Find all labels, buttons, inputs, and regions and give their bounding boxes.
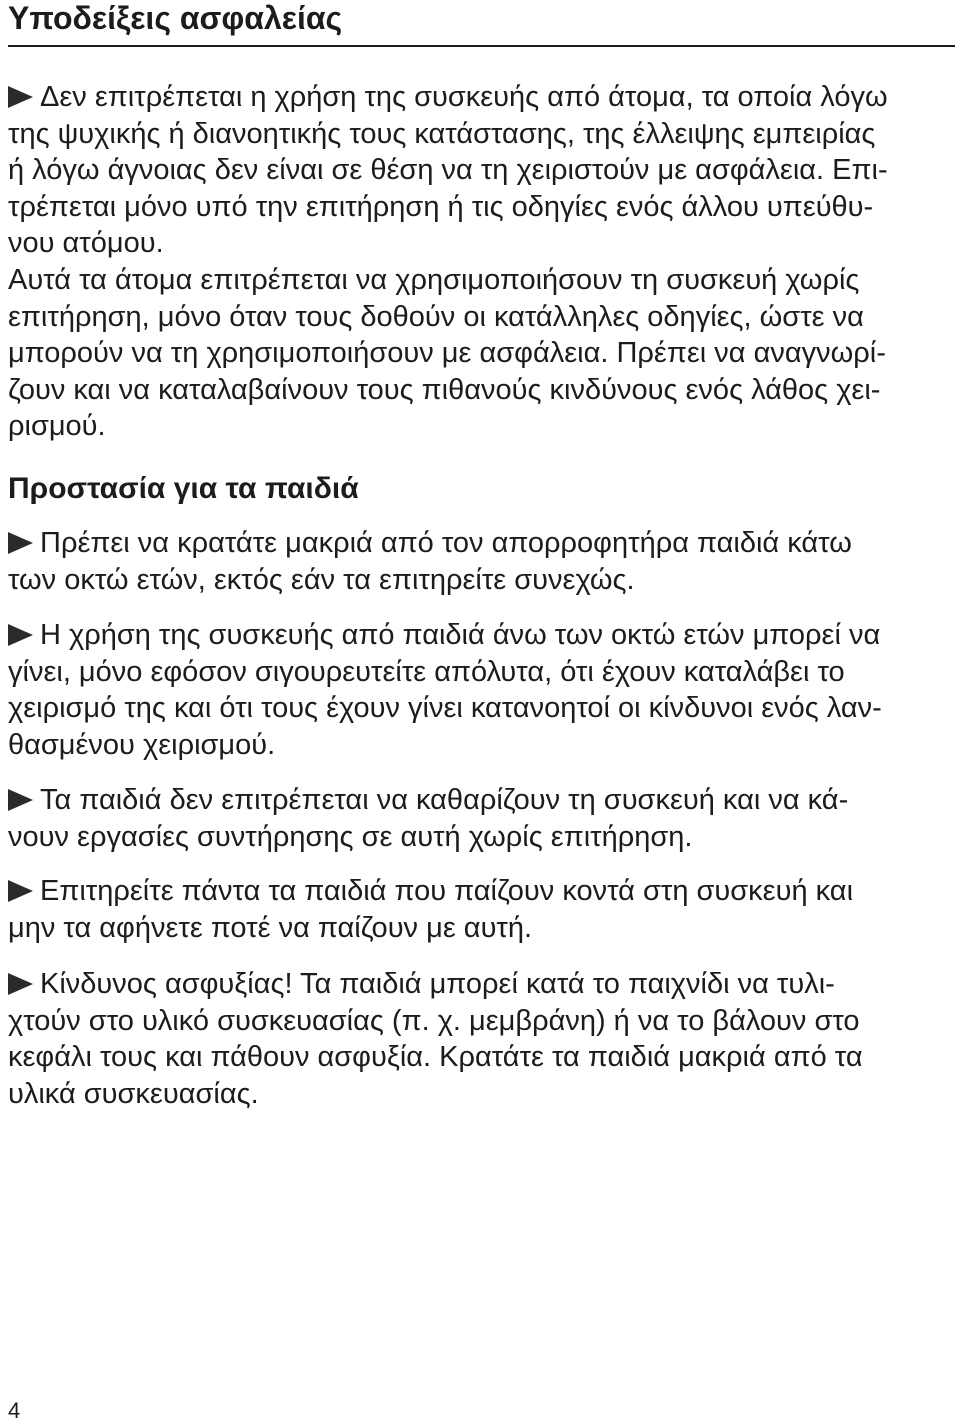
bullet-line — [8, 966, 955, 1003]
text-line: κεφάλι τους και πάθουν ασφυξία. Κρατάτε τα παιδιά μακριά από τα — [8, 1041, 863, 1074]
text-line: Πρέπει να κρατάτε μακριά από τον απορροφητήρα παιδιά κάτω — [40, 527, 852, 559]
text-line: ζουν και να καταλαβαίνουν τους πιθανούς κινδύνους ενός λάθος χει- — [8, 373, 881, 406]
bullet-line — [8, 873, 955, 910]
triangle-right-icon — [8, 973, 33, 995]
triangle-right-icon — [8, 86, 33, 108]
text-line: μην τα αφήνετε ποτέ να παίζουν με αυτή. — [8, 911, 533, 944]
text-line: Αυτά τα άτομα επιτρέπεται να χρησιμοποιήσουν τη συσκευή χωρίς — [8, 263, 860, 296]
text-line: Επιτηρείτε πάντα τα παιδιά που παίζουν κοντά στη συσκευή και — [40, 875, 854, 907]
bullet-line — [8, 782, 955, 819]
text-line: μπορούν να τη χρησιμοποιήσουν με ασφάλεια. Πρέπει να αναγνωρί- — [8, 337, 886, 370]
triangle-right-icon — [8, 624, 33, 646]
text-line: νου ατόμου. — [8, 227, 164, 260]
text-line: της ψυχικής ή διανοητικής τους κατάστασης, της έλλειψης εμπειρίας — [8, 117, 876, 150]
text-line: χτούν στο υλικό συσκευασίας (π. χ. μεμβράνη) ή να το βάλουν στο — [8, 1004, 860, 1037]
page-title: Υποδείξεις ασφαλείας — [8, 0, 343, 36]
triangle-right-icon — [8, 789, 33, 811]
safety-item — [8, 782, 955, 855]
text-line: επιτήρηση, μόνο όταν τους δοθούν οι κατάλληλες οδηγίες, ώστε να — [8, 300, 864, 333]
text-line: χειρισμό της και ότι τους έχουν γίνει κατανοητοί οι κίνδυνοι ενός λαν- — [8, 692, 882, 725]
triangle-right-icon — [8, 532, 33, 554]
triangle-right-icon — [8, 880, 33, 902]
general-warning — [8, 79, 955, 445]
bullet-line — [8, 79, 955, 116]
text-line: Τα παιδιά δεν επιτρέπεται να καθαρίζουν τη συσκευή και να κά- — [40, 784, 849, 816]
text-line: ή λόγω άγνοιας δεν είναι σε θέση να τη χειριστούν με ασφάλεια. Επι- — [8, 154, 888, 187]
bullet-line — [8, 525, 955, 562]
text-line: Η χρήση της συσκευής από παιδιά άνω των οκτώ ετών μπορεί να — [40, 619, 881, 651]
bullet-line — [8, 617, 955, 654]
text-line: Δεν επιτρέπεται η χρήση της συσκευής από άτομα, τα οποία λόγω — [40, 81, 888, 113]
title-divider — [8, 45, 955, 47]
text-line: υλικά συσκευασίας. — [8, 1077, 259, 1110]
safety-item — [8, 966, 955, 1112]
text-line: τρέπεται μόνο υπό την επιτήρηση ή τις οδηγίες ενός άλλου υπεύθυ- — [8, 190, 874, 223]
safety-item — [8, 617, 955, 763]
safety-item — [8, 525, 955, 598]
section-heading: Προστασία για τα παιδιά — [8, 472, 359, 505]
safety-item — [8, 873, 955, 946]
text-line: θασμένου χειρισμού. — [8, 728, 276, 761]
text-line: νουν εργασίες συντήρησης σε αυτή χωρίς επιτήρηση. — [8, 820, 693, 853]
page-number: 4 — [8, 1398, 21, 1423]
text-line: γίνει, μόνο εφόσον σιγουρευτείτε απόλυτα, ότι έχουν καταλάβει το — [8, 655, 845, 688]
text-line: των οκτώ ετών, εκτός εάν τα επιτηρείτε συνεχώς. — [8, 563, 635, 596]
text-line: Κίνδυνος ασφυξίας! Τα παιδιά μπορεί κατά το παιχνίδι να τυλι- — [40, 968, 835, 1000]
text-line: ρισμού. — [8, 410, 106, 443]
